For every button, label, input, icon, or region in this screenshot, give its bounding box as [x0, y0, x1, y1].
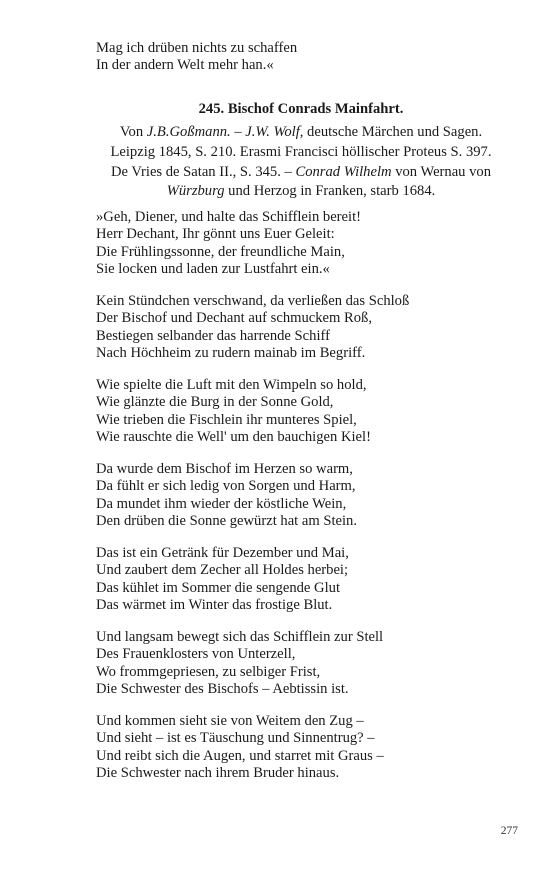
- verse-line: Kein Stündchen verschwand, da verließen das Schloß: [96, 293, 410, 309]
- verse-line: Wie trieben die Fischlein ihr munteres Spiel,: [96, 411, 357, 428]
- page-number: 277: [500, 825, 518, 837]
- verse-line: Die Schwester des Bischofs – Aebtissin ist.: [96, 681, 349, 698]
- source-line-3: De Vries de Satan II., S. 345. – Conrad Wilhelm von Wernau von: [110, 163, 492, 180]
- source-line-1: Von J.B.Goßmann. – J.W. Wolf, deutsche Märchen und Sagen.: [119, 124, 483, 140]
- verse-line: Des Frauenklosters von Unterzell,: [96, 646, 296, 663]
- stanza-7: [96, 713, 516, 783]
- verse-line: Den drüben die Sonne gewürzt hat am Stein.: [96, 513, 357, 530]
- section-heading: 245. Bischof Conrads Mainfahrt.: [198, 101, 404, 117]
- verse-line: »Geh, Diener, und halte das Schifflein bereit!: [96, 209, 361, 225]
- verse-line: Wie spielte die Luft mit den Wimpeln so hold,: [96, 377, 367, 393]
- verse-line: Und kommen sieht sie von Weitem den Zug –: [96, 713, 364, 729]
- intro-stanza: [96, 40, 516, 75]
- verse-line: Da wurde dem Bischof im Herzen so warm,: [96, 461, 353, 477]
- verse-line: Sie locken und laden zur Lustfahrt ein.«: [96, 261, 330, 278]
- verse-line: Mag ich drüben nichts zu schaffen: [96, 40, 298, 56]
- verse-line: Der Bischof und Dechant auf schmuckem Roß,: [96, 310, 372, 327]
- verse-line: Bestiegen selbander das harrende Schiff: [96, 327, 330, 344]
- verse-line: Nach Höchheim zu rudern mainab im Begriff.: [96, 345, 366, 362]
- verse-line: Und zaubert dem Zecher all Holdes herbei;: [96, 562, 349, 579]
- verse-line: Wie rauschte die Well' um den bauchigen Kiel!: [96, 429, 371, 446]
- verse-line: Da fühlt er sich ledig von Sorgen und Harm,: [96, 478, 356, 495]
- source-note: [92, 123, 510, 202]
- stanza-2: [96, 293, 516, 363]
- stanza-1: [96, 209, 516, 279]
- verse-line: Herr Dechant, Ihr gönnt uns Euer Geleit:: [96, 226, 335, 243]
- stanza-3: [96, 377, 516, 447]
- verse-line: Und sieht – ist es Täuschung und Sinnentrug? –: [96, 730, 375, 747]
- verse-line: Die Schwester nach ihrem Bruder hinaus.: [96, 765, 340, 782]
- verse-line: Die Frühlingssonne, der freundliche Main,: [96, 243, 345, 260]
- verse-line: Da mundet ihm wieder der köstliche Wein,: [96, 495, 347, 512]
- verse-line: Das kühlet im Sommer die sengende Glut: [96, 579, 340, 596]
- stanza-5: [96, 545, 516, 615]
- verse-line: Wie glänzte die Burg in der Sonne Gold,: [96, 394, 334, 411]
- source-line-4: Würzburg und Herzog in Franken, starb 1684.: [166, 183, 436, 200]
- verse-line: Das ist ein Getränk für Dezember und Mai,: [96, 545, 349, 561]
- verse-line: Und langsam bewegt sich das Schifflein zur Stell: [96, 629, 384, 645]
- verse-line: Wo frommgepriesen, zu selbiger Frist,: [96, 663, 321, 680]
- verse-line: In der andern Welt mehr han.«: [96, 57, 274, 74]
- stanza-4: [96, 461, 516, 531]
- source-line-2: Leipzig 1845, S. 210. Erasmi Francisci höllischer Proteus S. 397.: [110, 143, 492, 160]
- verse-line: Und reibt sich die Augen, und starret mit Graus –: [96, 747, 384, 764]
- verse-line: Das wärmet im Winter das frostige Blut.: [96, 597, 333, 614]
- stanza-6: [96, 629, 516, 699]
